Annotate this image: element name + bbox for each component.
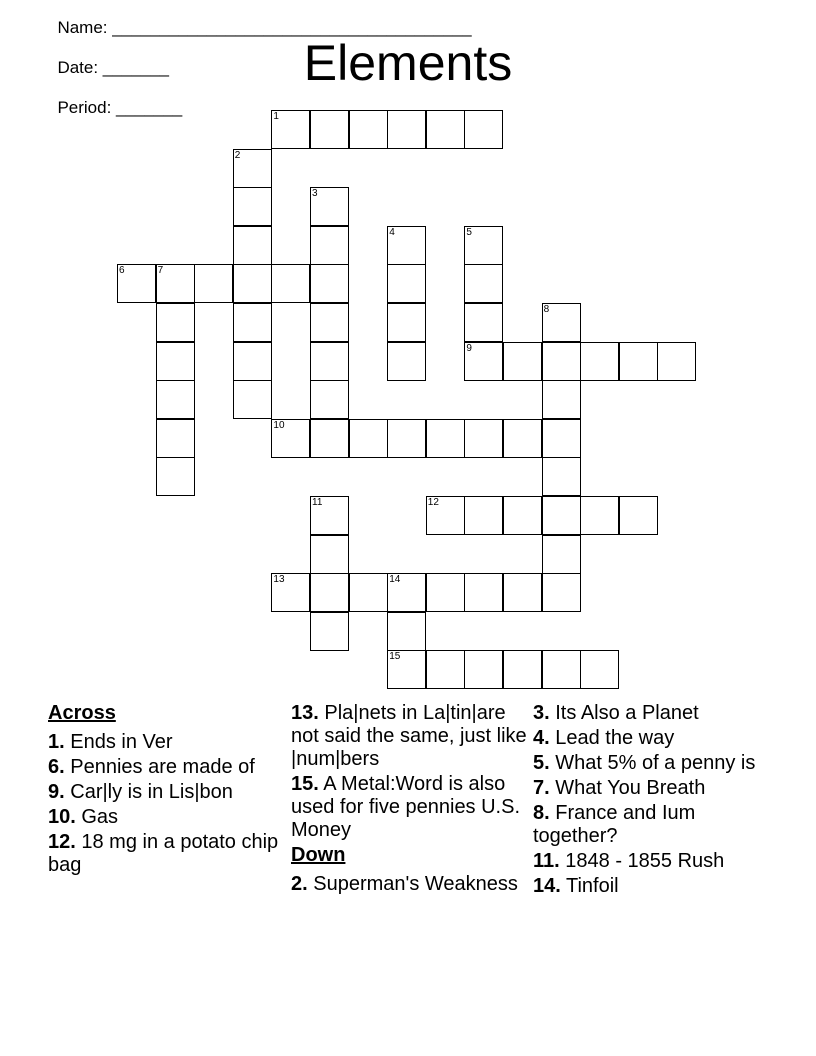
clue-text: Car|ly is in Lis|bon: [70, 781, 233, 803]
crossword-cell[interactable]: [580, 342, 619, 381]
cell-number: 5: [466, 226, 472, 238]
clue-number: 15.: [291, 773, 319, 795]
cell-number: 7: [157, 265, 164, 277]
crossword-cell[interactable]: [464, 110, 503, 149]
crossword-cell[interactable]: [271, 110, 310, 149]
clue-down-4: [533, 727, 773, 750]
clue-down-11: [533, 850, 773, 873]
clue-number: 6.: [48, 756, 65, 778]
clue-number: 11.: [533, 850, 560, 872]
clue-number: 1.: [48, 731, 65, 753]
crossword-cell[interactable]: [426, 110, 465, 149]
cell-number: 9: [466, 342, 472, 354]
crossword-cell[interactable]: [503, 496, 542, 535]
clue-down-5: [533, 752, 773, 775]
cell-number: 1: [273, 111, 279, 122]
crossword-cell[interactable]: [233, 264, 272, 303]
crossword-cell[interactable]: [310, 226, 349, 265]
crossword-cell[interactable]: [619, 496, 658, 535]
down-heading: Down: [291, 844, 346, 866]
crossword-cell[interactable]: [542, 303, 581, 342]
clue-down-2: [291, 873, 527, 896]
page-title: Elements: [303, 35, 513, 91]
crossword-cell[interactable]: [503, 419, 542, 458]
crossword-cell[interactable]: [464, 419, 503, 458]
crossword-cell[interactable]: [271, 573, 310, 612]
clue-text: Its Also a Planet: [555, 702, 699, 724]
crossword-cell[interactable]: [542, 342, 581, 381]
crossword-cell[interactable]: [156, 264, 195, 303]
crossword-cell[interactable]: [156, 303, 195, 342]
clue-across-9: [48, 781, 280, 804]
crossword-cell[interactable]: [542, 419, 581, 458]
crossword-cell[interactable]: [271, 264, 310, 303]
crossword-cell[interactable]: [349, 573, 388, 612]
crossword-cell[interactable]: [464, 573, 503, 612]
crossword-cell[interactable]: [233, 303, 272, 342]
crossword-cell[interactable]: [349, 419, 388, 458]
crossword-cell[interactable]: [426, 419, 465, 458]
crossword-cell[interactable]: [310, 535, 349, 574]
clue-down-14: [533, 875, 773, 898]
clue-number: 7.: [533, 777, 550, 799]
clue-number: 8.: [533, 802, 550, 824]
clue-across-6: [48, 756, 280, 779]
crossword-cell[interactable]: [387, 226, 426, 265]
clue-number: 9.: [48, 781, 65, 803]
crossword-cell[interactable]: [310, 187, 349, 226]
cell-number: 10: [273, 419, 285, 431]
crossword-cell[interactable]: [542, 650, 581, 689]
crossword-cell[interactable]: [271, 419, 310, 458]
crossword-cell[interactable]: [426, 650, 465, 689]
clue-number: 3.: [533, 702, 550, 724]
clue-text: Gas: [81, 806, 119, 828]
cell-number: 11: [312, 497, 323, 508]
crossword-cell[interactable]: [233, 342, 272, 381]
clue-text: Lead the way: [555, 727, 675, 749]
crossword-cell[interactable]: [542, 535, 581, 574]
crossword-cell[interactable]: [117, 264, 156, 303]
date-field-label[interactable]: Date: _______: [57, 58, 169, 77]
clue-number: 2.: [291, 873, 308, 895]
crossword-cell[interactable]: [156, 342, 195, 381]
clue-number: 14.: [533, 875, 561, 897]
crossword-cell[interactable]: [542, 573, 581, 612]
clue-number: 13.: [291, 702, 319, 724]
crossword-cell[interactable]: [464, 650, 503, 689]
crossword-cell[interactable]: [464, 226, 503, 265]
clue-across-12: [48, 831, 280, 877]
cell-number: 4: [389, 226, 395, 238]
across-heading: Across: [48, 702, 116, 724]
crossword-cell[interactable]: [233, 187, 272, 226]
clue-down-7: [533, 777, 773, 800]
cell-number: 8: [543, 304, 550, 315]
crossword-cell[interactable]: [503, 650, 542, 689]
clue-across-1: [48, 731, 280, 754]
clue-text: Tinfoil: [566, 875, 619, 897]
clue-text: A Metal:Word is also used for five pennies U.S. Money: [291, 773, 521, 841]
cell-number: 15: [389, 651, 401, 663]
clue-number: 12.: [48, 831, 76, 853]
crossword-cell[interactable]: [387, 342, 426, 381]
crossword-cell[interactable]: [619, 342, 658, 381]
clues-column-3: [533, 702, 773, 900]
crossword-cell[interactable]: [233, 380, 272, 419]
clue-number: 10.: [48, 806, 76, 828]
cell-number: 14: [389, 574, 401, 586]
clue-down-3: [533, 702, 773, 725]
crossword-cell[interactable]: [310, 110, 349, 149]
clue-across-15: [291, 773, 527, 842]
clue-text: France and Ium together?: [533, 802, 696, 847]
clue-text: 1848 - 1855 Rush: [565, 850, 725, 872]
crossword-cell[interactable]: [310, 496, 349, 535]
crossword-cell[interactable]: [657, 342, 696, 381]
crossword-cell[interactable]: [233, 149, 272, 188]
crossword-cell[interactable]: [464, 342, 503, 381]
crossword-cell[interactable]: [156, 419, 195, 458]
clue-text: What 5% of a penny is: [555, 752, 756, 774]
crossword-cell[interactable]: [542, 496, 581, 535]
clues-column-2: [291, 702, 527, 898]
clue-down-8: [533, 802, 773, 848]
crossword-cell[interactable]: [387, 303, 426, 342]
crossword-cell[interactable]: [580, 496, 619, 535]
crossword-cell[interactable]: [464, 303, 503, 342]
crossword-cell[interactable]: [503, 573, 542, 612]
clue-number: 5.: [533, 752, 550, 774]
clue-text: What You Breath: [555, 777, 706, 799]
crossword-cell[interactable]: [310, 342, 349, 381]
cell-number: 12: [427, 497, 439, 508]
crossword-cell[interactable]: [349, 110, 388, 149]
clue-text: Pennies are made of: [70, 756, 255, 778]
crossword-cell[interactable]: [310, 419, 349, 458]
crossword-cell[interactable]: [310, 380, 349, 419]
crossword-cell[interactable]: [194, 264, 233, 303]
clue-number: 4.: [533, 727, 550, 749]
crossword-cell[interactable]: [387, 650, 426, 689]
clue-text: Superman's Weakness: [313, 873, 518, 895]
crossword-cell[interactable]: [387, 264, 426, 303]
crossword-cell[interactable]: [387, 419, 426, 458]
crossword-cell[interactable]: [387, 573, 426, 612]
period-field-label[interactable]: Period: _______: [57, 98, 183, 117]
cell-number: 6: [119, 265, 125, 277]
crossword-cell[interactable]: [426, 496, 465, 535]
crossword-cell[interactable]: [310, 612, 349, 651]
crossword-cell[interactable]: [387, 612, 426, 651]
clue-text: Ends in Ver: [70, 731, 173, 753]
clue-text: Pla|nets in La|tin|are not said the same, just like |num|bers: [291, 702, 527, 770]
crossword-cell[interactable]: [156, 457, 195, 496]
crossword-cell[interactable]: [310, 303, 349, 342]
clue-across-13: [291, 702, 527, 771]
crossword-cell[interactable]: [542, 380, 581, 419]
crossword-cell[interactable]: [503, 342, 542, 381]
crossword-cell[interactable]: [464, 264, 503, 303]
crossword-cell[interactable]: [156, 380, 195, 419]
cell-number: 13: [273, 574, 285, 586]
crossword-cell[interactable]: [464, 496, 503, 535]
cell-number: 2: [234, 149, 241, 161]
clues-column-1: [48, 702, 280, 879]
crossword-cell[interactable]: [580, 650, 619, 689]
name-field-label[interactable]: Name: ______________________________________: [57, 18, 472, 37]
crossword-cell[interactable]: [387, 110, 426, 149]
cell-number: 3: [312, 188, 318, 200]
crossword-cell[interactable]: [233, 226, 272, 265]
crossword-cell[interactable]: [310, 573, 349, 612]
clue-across-10: [48, 806, 280, 829]
crossword-cell[interactable]: [542, 457, 581, 496]
crossword-cell[interactable]: [310, 264, 349, 303]
crossword-cell[interactable]: [426, 573, 465, 612]
clue-text: 18 mg in a potato chip bag: [48, 831, 279, 876]
